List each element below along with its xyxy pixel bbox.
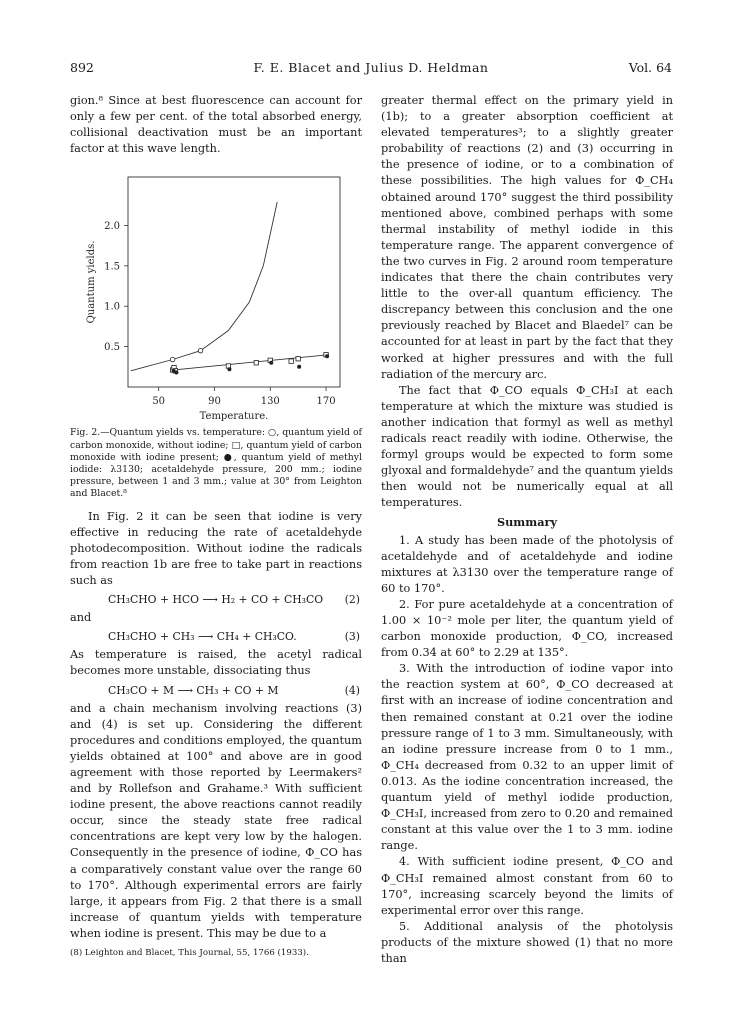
equation-4: [70, 683, 362, 699]
right-column: [381, 93, 673, 967]
quantum-yield-chart: [70, 165, 362, 425]
y-tick-label: 1.0: [104, 302, 120, 314]
series-line-with-iodine: [173, 355, 329, 370]
data-point-co-without-iodine: [170, 358, 175, 363]
data-point-methyl-iodide: [325, 355, 329, 359]
paragraph: In Fig. 2 it can be seen that iodine is very effective in reducing the rate of acetaldehyde photodecomposition. Without iodine the radicals from reaction 1b are free to take part in reactions such as: [70, 509, 362, 587]
y-tick-label: 2.0: [104, 221, 120, 233]
data-point-co-with-iodine: [254, 361, 258, 365]
equation-2: [70, 592, 362, 608]
footnote: (8) Leighton and Blacet, This Journal, 55, 1766 (1933).: [70, 948, 309, 959]
data-point-co-with-iodine: [289, 359, 293, 363]
equation-number: (4): [344, 683, 360, 697]
summary-item: 1. A study has been made of the photolysis of acetaldehyde and of acetaldehyde and iodine mixtures at λ3130 over the temperature range of 60 to 170°.: [381, 533, 673, 595]
running-header: [70, 60, 672, 80]
y-tick-label: 0.5: [104, 342, 120, 354]
running-title: F. E. Blacet and Julius D. Heldman: [253, 60, 489, 75]
equation-text: CH₃CHO + HCO ⟶ H₂ + CO + CH₃CO: [108, 593, 324, 607]
x-axis-label: Temperature.: [199, 411, 269, 423]
x-tick-label: 170: [316, 396, 336, 408]
paragraph: and a chain mechanism involving reactions (3) and (4) is set up. Considering the different procedures and conditions employed, the quantum yields obtained at 100° and above are in good agreement with those reported by Leermakers² and by Rollefson and Grahame.³ With sufficient iodine present, the above reactions cannot readily occur, since the steady state free radical concentrations are kept very low by the halogen. Consequently in the presence of iodine, Φ_CO has a comparatively constant value over the range 60 to 170°. Although experimental errors are fairly large, it appears from Fig. 2 that there is a small increase of quantum yields with temperature when iodine is present. This may be due to a: [70, 701, 362, 940]
equation-text: CH₃CHO + CH₃ ⟶ CH₄ + CH₃CO.: [108, 630, 297, 644]
data-point-co-without-iodine: [198, 349, 203, 354]
equation-number: (3): [344, 630, 360, 644]
paragraph: gion.⁸ Since at best fluorescence can account for only a few per cent. of the total absorbed energy, collisional deactivation must be an important factor at this wave length.: [70, 94, 362, 156]
volume-number: Vol. 64: [628, 60, 672, 75]
data-point-methyl-iodide: [227, 368, 231, 372]
left-column: [70, 93, 362, 959]
data-point-co-with-iodine: [296, 357, 300, 361]
equation-text: CH₃CO + M ⟶ CH₃ + CO + M: [108, 683, 279, 697]
summary-item: 3. With the introduction of iodine vapor into the reaction system at 60°, Φ_CO decreased at first with an increase of iodine concentration and then remained constant at 0.21 over the iodine pressure range of 1 to 3 mm. Simultaneously, with an iodine pressure increase from 0 to 1 mm., Φ_CH₄ decreased from 0.32 to an upper limit of 0.013. As the iodine concentration increased, the quantum yield of methyl iodide production, Φ_CH₃I, increased from zero to 0.20 and remained constant at this value over the 1 to 3 mm. iodine range.: [381, 662, 673, 853]
section-heading: Summary: [496, 515, 558, 530]
paragraph: The fact that Φ_CO equals Φ_CH₃I at each temperature at which the mixture was studied is another indication that formyl as well as methyl radicals react readily with iodine. Otherwise, the formyl groups would be expected to form some glyoxal and formaldehyde⁷ and the quantum yields then would not be numerically equal at all temperatures.: [381, 383, 673, 510]
figure-2: [70, 165, 362, 425]
summary-item: 5. Additional analysis of the photolysis products of the mixture showed (1) that no more than: [381, 919, 673, 965]
equation-3: [70, 629, 362, 645]
data-point-methyl-iodide: [174, 371, 178, 375]
x-tick-label: 50: [152, 396, 166, 408]
plot-frame: [128, 177, 340, 387]
summary-item: 4. With sufficient iodine present, Φ_CO and Φ_CH₃I remained almost constant from 60 to 170°, increasing scarcely beyond the limits of experimental error over this range.: [381, 855, 673, 917]
data-point-methyl-iodide: [269, 361, 273, 365]
x-tick-label: 90: [208, 396, 221, 408]
data-point-methyl-iodide: [297, 365, 301, 369]
paragraph: As temperature is raised, the acetyl radical becomes more unstable, dissociating thus: [70, 648, 362, 678]
page-number: 892: [70, 60, 94, 75]
y-tick-label: 1.5: [104, 261, 120, 273]
figure-caption: Fig. 2.—Quantum yields vs. temperature: ○, quantum yield of carbon monoxide, without iodine; □, quantum yield of carbon monoxide with iodine present; ●, quantum yield of methyl iodide: λ3130; acetaldehyde pressure, 200 mm.; iodine pressure, between 1 and 3 mm.; value at 30° from Leighton and Blacet.⁸: [70, 427, 362, 500]
equation-number: (2): [344, 593, 360, 607]
y-axis-label: Quantum yields.: [86, 240, 97, 324]
paragraph: greater thermal effect on the primary yield in (1b); to a greater absorption coefficient at elevated temperatures³; to a slightly greater probability of reactions (2) and (3) occurring in the presence of iodine, or to a combination of these possibilities. The high values for Φ_CH₄ obtained around 170° suggest the third possibility mentioned above, combined perhaps with some thermal instability of methyl iodide in this temperature range. The apparent convergence of the two curves in Fig. 2 around room temperature indicates that there the chain contributes very little to the over-all quantum efficiency. The discrepancy between this conclusion and the one previously reached by Blacet and Blaedel⁷ can be accounted for at least in part by the fact that they worked at higher pressures and with the full radiation of the mercury arc.: [381, 94, 673, 381]
summary-item: 2. For pure acetaldehyde at a concentration of 1.00 × 10⁻² mole per liter, the quantum yield of carbon monoxide production, Φ_CO, increased from 0.34 at 60° to 2.29 at 135°.: [381, 597, 673, 660]
series-line-co-without-iodine: [131, 202, 277, 371]
conjunction: and: [70, 611, 92, 625]
x-tick-label: 130: [260, 396, 280, 408]
